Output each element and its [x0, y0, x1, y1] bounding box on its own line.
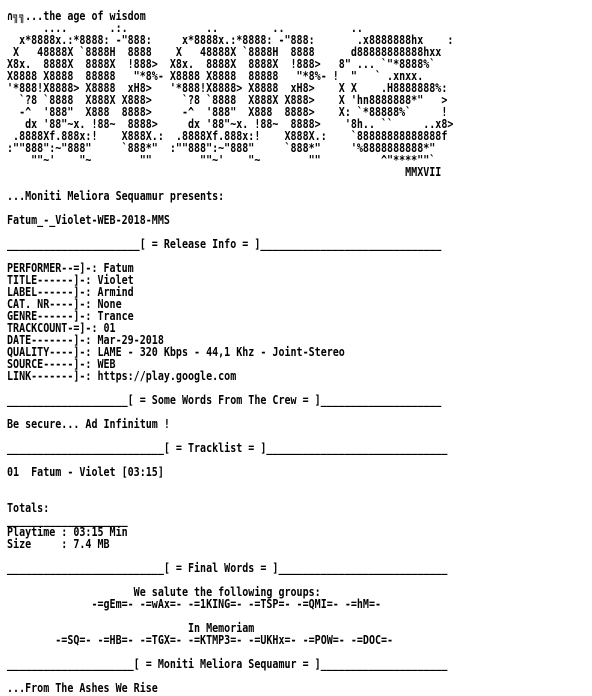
nfo-line: ____________________[ = Some Words From The Crew = ]____________________ [7, 393, 442, 407]
nfo-line: In Memoriam [7, 621, 255, 635]
nfo-line: X8x. 8888X 8888X !888> X8x. 8888X 8888X !888> 8" ... `"*8888%` [7, 57, 436, 71]
nfo-line: __________________________[ = Tracklist = ]______________________________ [7, 441, 448, 455]
nfo-line: _____________________[ = Moniti Meliora Sequamur = ]_____________________ [7, 657, 448, 671]
nfo-line: .8888Xf.888x:! X888X.: .8888Xf.888x:! X888X.: `88888888888888f [7, 129, 448, 143]
nfo-line: `?8 `8888 X888X X888> `?8 `8888 X888X X888> X 'hn8888888*" > [7, 93, 448, 107]
nfo-line: PERFORMER--=]-: Fatum [7, 261, 134, 275]
nfo-line: dx '88"~x. !88~ 8888> dx '88"~x. !88~ 8888> '8h.. `` ..x8> [7, 117, 454, 131]
nfo-line: SOURCE-----]-: WEB [7, 357, 116, 371]
nfo-line: -=gEm=- -=wAx=- -=1KING=- -=TSP=- -=QMI=- -=hM=- [7, 597, 382, 611]
nfo-line: MMXVII [7, 165, 442, 179]
nfo-line: We salute the following groups: [7, 585, 321, 599]
nfo-line: Be secure... Ad Infinitum ! [7, 417, 170, 431]
nfo-line: X8888 X8888 88888 "*8%- X8888 X8888 88888 "*8%- ! " ` .xnxx. [7, 69, 424, 83]
nfo-line: -=SQ=- -=HB=- -=TGX=- -=KTMP3=- -=UKHx=- -=POW=- -=DOC=- [7, 633, 394, 647]
nfo-line: Size : 7.4 MB [7, 537, 110, 551]
nfo-line: '*888!X8888> X8888 xH8> '*888!X8888> X8888 xH8> X X .H8888888%: [7, 81, 448, 95]
nfo-line: DATE-------]-: Mar-29-2018 [7, 333, 164, 347]
nfo-line: -^ '888" X888 8888> -^ '888" X888 8888> X: `*88888%` ! [7, 105, 448, 119]
nfo-line: ______________________[ = Release Info = ]______________________________ [7, 237, 442, 251]
nfo-line: __________________________[ = Final Words = ]____________________________ [7, 561, 448, 575]
nfo-line: ...Moniti Meliora Sequamur presents: [7, 189, 225, 203]
nfo-line: GENRE------]-: Trance [7, 309, 134, 323]
nfo-line: TITLE------]-: Violet [7, 273, 134, 287]
nfo-line: ...From The Ashes We Rise [7, 681, 158, 695]
nfo-line: ""~' "~ "" ""~' "~ "" ^"****""` [7, 153, 436, 167]
nfo-line: :""888":~"888" `888*" :""888":~"888" `888*" '%8888888888*" [7, 141, 436, 155]
nfo-line: x*8888x.:*8888: -"888: x*8888x.:*8888: -"888: .x8888888hx : [7, 33, 454, 47]
nfo-line: LABEL------]-: Armind [7, 285, 134, 299]
nfo-text [7, 10, 453, 694]
nfo-line [7, 490, 453, 502]
nfo-line: 01 Fatum - Violet [03:15] [7, 465, 164, 479]
nfo-line: CAT. NR----]-: None [7, 297, 122, 311]
nfo-line [7, 478, 453, 490]
nfo-line: TRACKCOUNT-=]-: 01 [7, 321, 116, 335]
nfo-line: LINK-------]-: https://play.google.com [7, 369, 237, 383]
nfo-line: QUALITY----]-: LAME - 320 Kbps - 44,1 Khz - Joint-Stereo [7, 345, 345, 359]
nfo-line: ∩╗╗...the age of wisdom [7, 9, 146, 23]
nfo-line: Totals: [7, 501, 50, 515]
nfo-line: .... .:. .. .. .. [7, 21, 363, 35]
nfo-line: Playtime : 03:15 Min [7, 525, 128, 539]
nfo-line: Fatum_-_Violet-WEB-2018-MMS [7, 213, 170, 227]
nfo-line: X 48888X `8888H 8888 X 48888X `8888H 8888 d88888888888hxx [7, 45, 442, 59]
nfo-line: ____________________ [7, 513, 128, 527]
